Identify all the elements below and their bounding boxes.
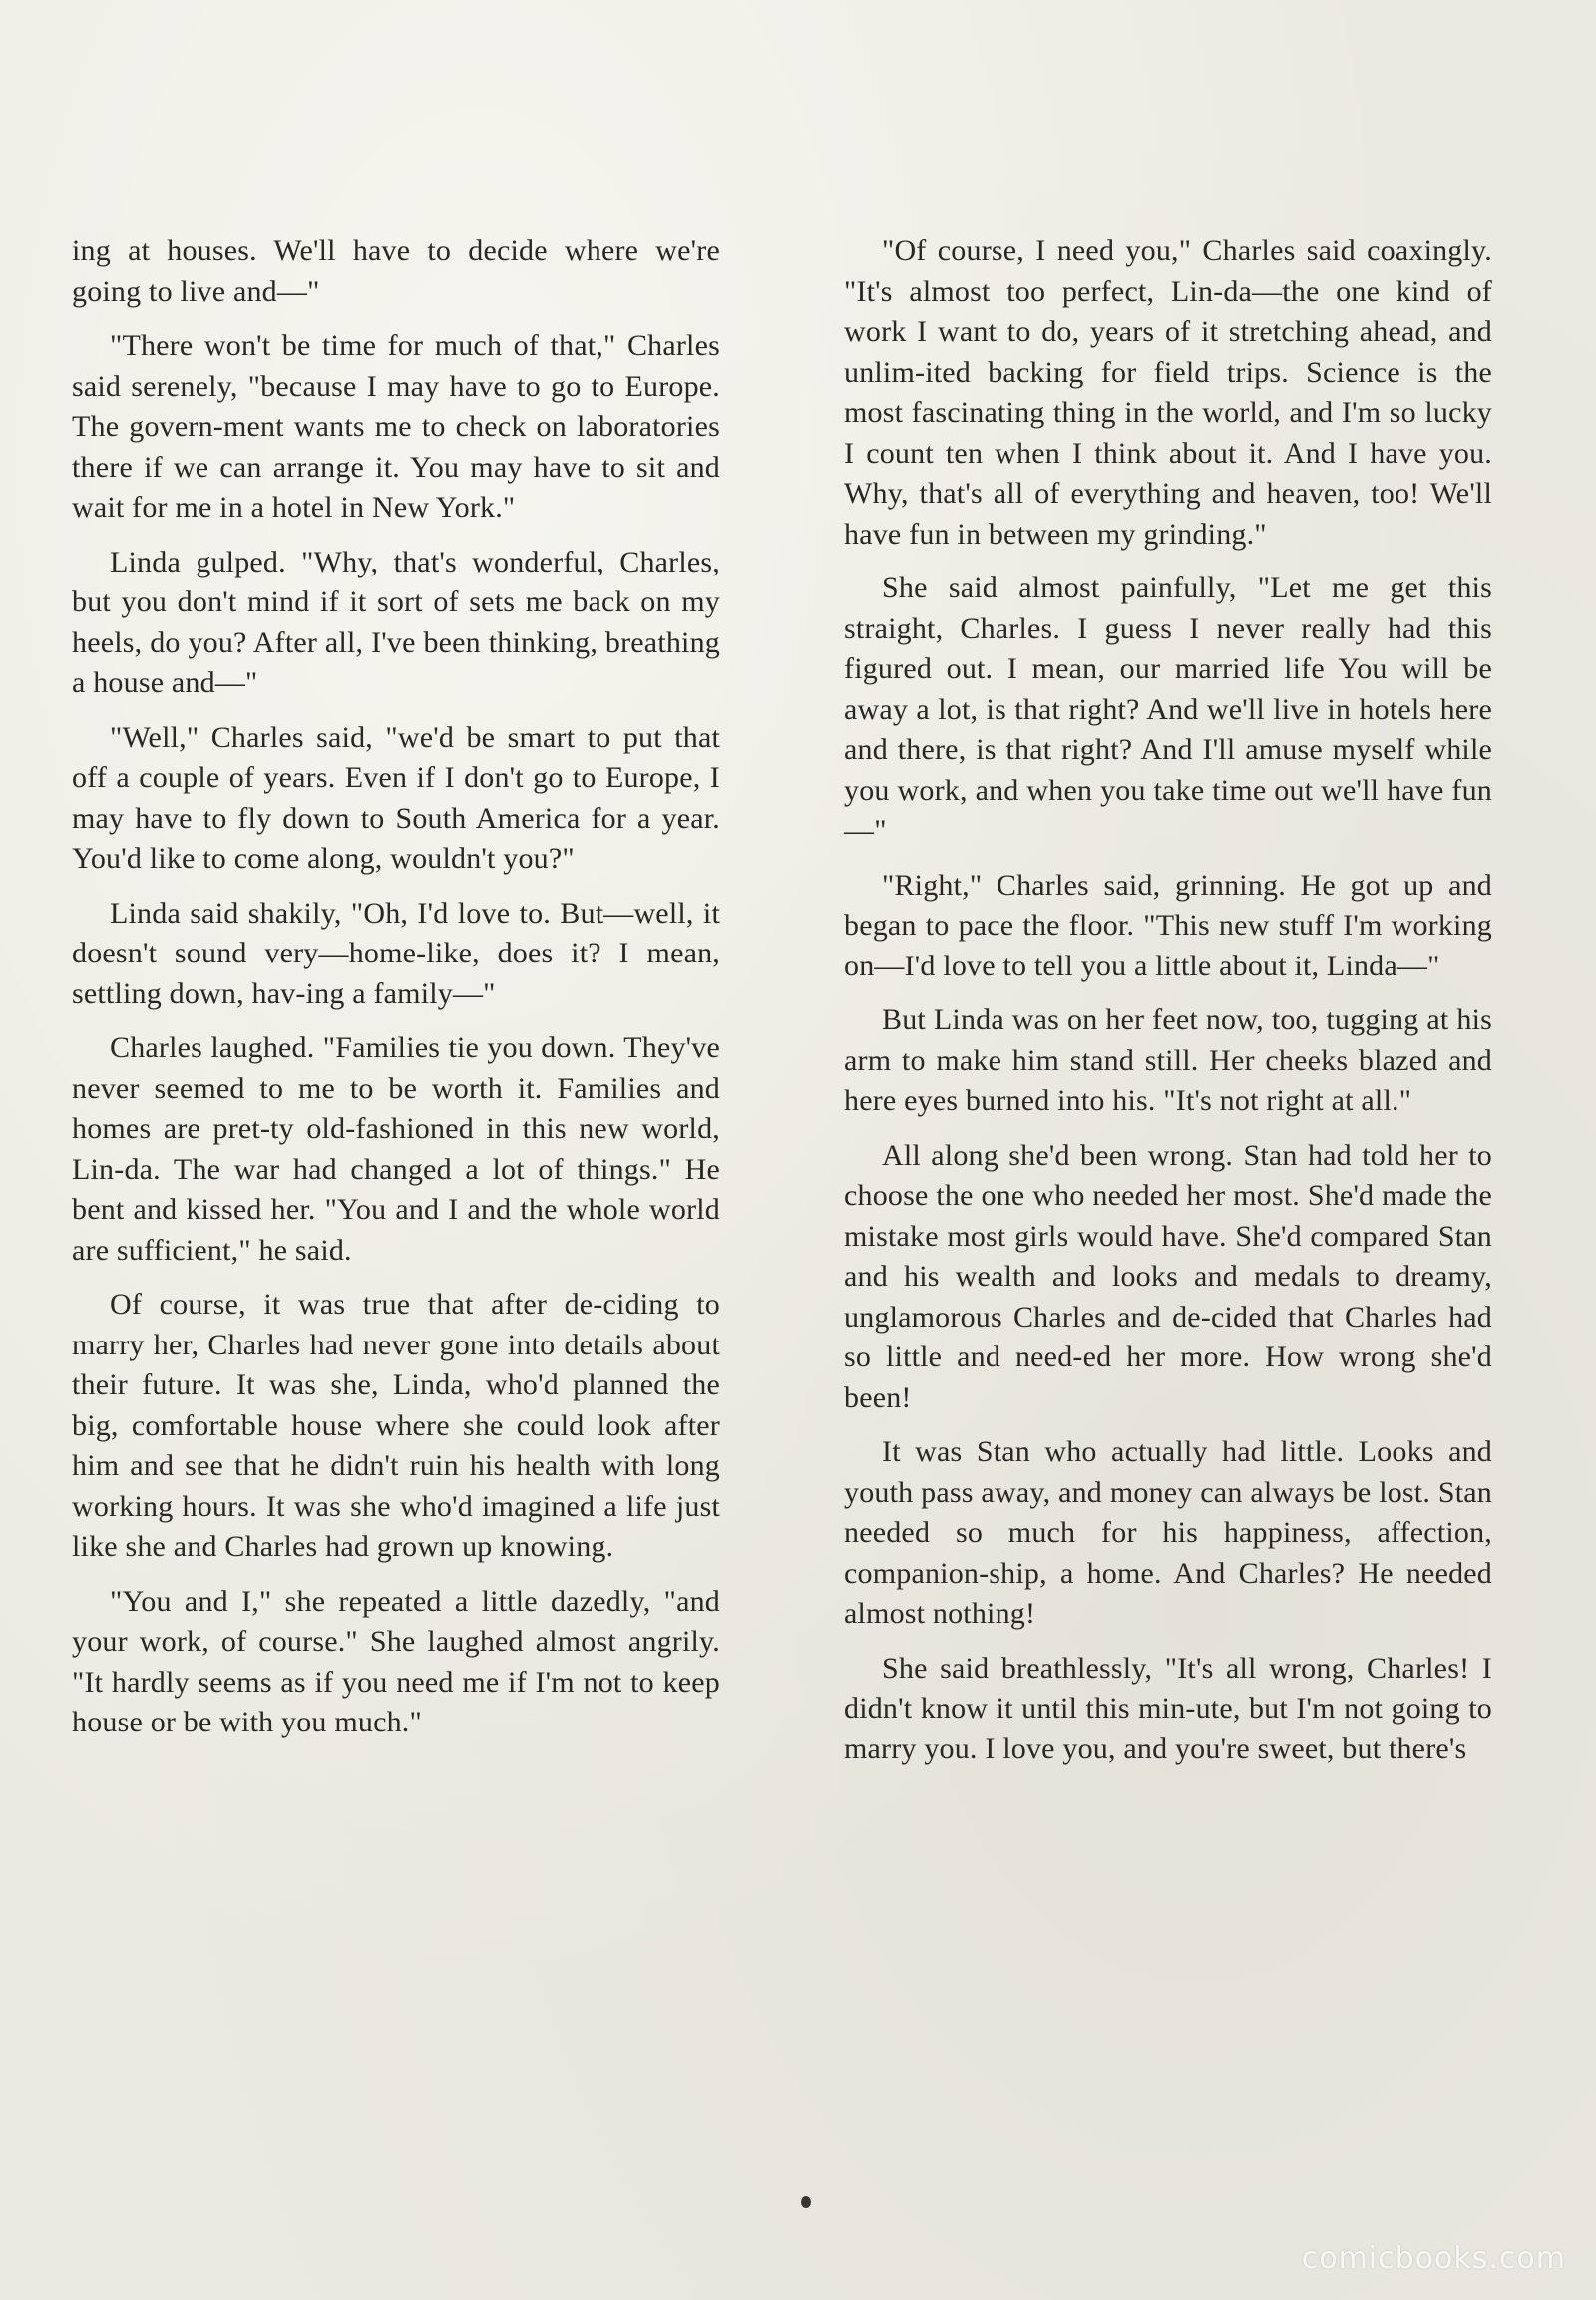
paragraph: Linda said shakily, "Oh, I'd love to. But—well, it doesn't sound very—home-like, does it? I mean, settling down, hav-ing a family—": [72, 896, 720, 1010]
watermark: comicbooks.com: [1301, 2241, 1566, 2276]
paragraph: All along she'd been wrong. Stan had told her to choose the one who needed her most. She'd made the mistake most girls would have. She'd compared Stan and his wealth and looks and medals to dreamy, unglamorous Charles and de-cided that Charles had so little and need-ed her more. How wrong she'd been!: [844, 1138, 1492, 1414]
paragraph: Charles laughed. "Families tie you down. They've never seemed to me to be worth it. Families and homes are pret-ty old-fashioned in this new world, Lin-da. The war had changed a lot of things." He bent and kissed her. "You and I and the whole world are sufficient," he said.: [72, 1031, 720, 1267]
paragraph: "Right," Charles said, grinning. He got up and began to pace the floor. "This new stuff I'm working on—I'd love to tell you a little about it, Linda—": [844, 868, 1492, 982]
paragraph: It was Stan who actually had little. Looks and youth pass away, and money can always be lost. Stan needed so much for his happiness, affection, companion-ship, a home. And Charles? He needed almost nothing!: [844, 1435, 1492, 1630]
paragraph: "Well," Charles said, "we'd be smart to put that off a couple of years. Even if I don't go to Europe, I may have to fly down to South America for a year. You'd like to come along, wouldn't you?": [72, 720, 720, 875]
paragraph: She said almost painfully, "Let me get this straight, Charles. I guess I never really had this figured out. I mean, our married life You will be away a lot, is that right? And we'll live in hotels here and there, is that right? And I'll amuse myself while you work, and when you take time out we'll have fun—": [844, 572, 1492, 847]
left-column: [72, 231, 720, 1757]
paragraph: "There won't be time for much of that," Charles said serenely, "because I may have to go to Europe. The govern-ment wants me to check on laboratories there if we can arrange it. You may have to sit and wait for me in a hotel in New York.": [72, 329, 720, 524]
paragraph: "You and I," she repeated a little dazedly, "and your work, of course." She laughed almost angrily. "It hardly seems as if you need me if I'm not to keep house or be with you much.": [72, 1584, 720, 1738]
paragraph: Of course, it was true that after de-ciding to marry her, Charles had never gone into details about their future. It was she, Linda, who'd planned the big, comfortable house where she could look after him and see that he didn't ruin his health with long working hours. It was she who'd imagined a life just like she and Charles had grown up knowing.: [72, 1288, 720, 1563]
paragraph: But Linda was on her feet now, too, tugging at his arm to make him stand still. Her cheeks blazed and here eyes burned into his. "It's not right at all.": [844, 1003, 1492, 1117]
paragraph: Linda gulped. "Why, that's wonderful, Charles, but you don't mind if it sort of sets me back on my heels, do you? After all, I've been thinking, breathing a house and—": [72, 545, 720, 699]
paragraph: She said breathlessly, "It's all wrong, Charles! I didn't know it until this min-ute, but I'm not going to marry you. I love you, and you're sweet, but there's: [844, 1651, 1492, 1765]
paragraph: "Of course, I need you," Charles said coaxingly. "It's almost too perfect, Lin-da—the one kind of work I want to do, years of it stretching ahead, and unlim-ited backing for field trips. Science is the most fascinating thing in the world, and I'm so lucky I count ten when I think about it. And I have you. Why, that's all of everything and heaven, too! We'll have fun in between my grinding.": [844, 234, 1492, 551]
page-dot-mark: [801, 2196, 811, 2208]
right-column: [844, 231, 1492, 1783]
paragraph: ing at houses. We'll have to decide where we're going to live and—": [72, 234, 720, 308]
